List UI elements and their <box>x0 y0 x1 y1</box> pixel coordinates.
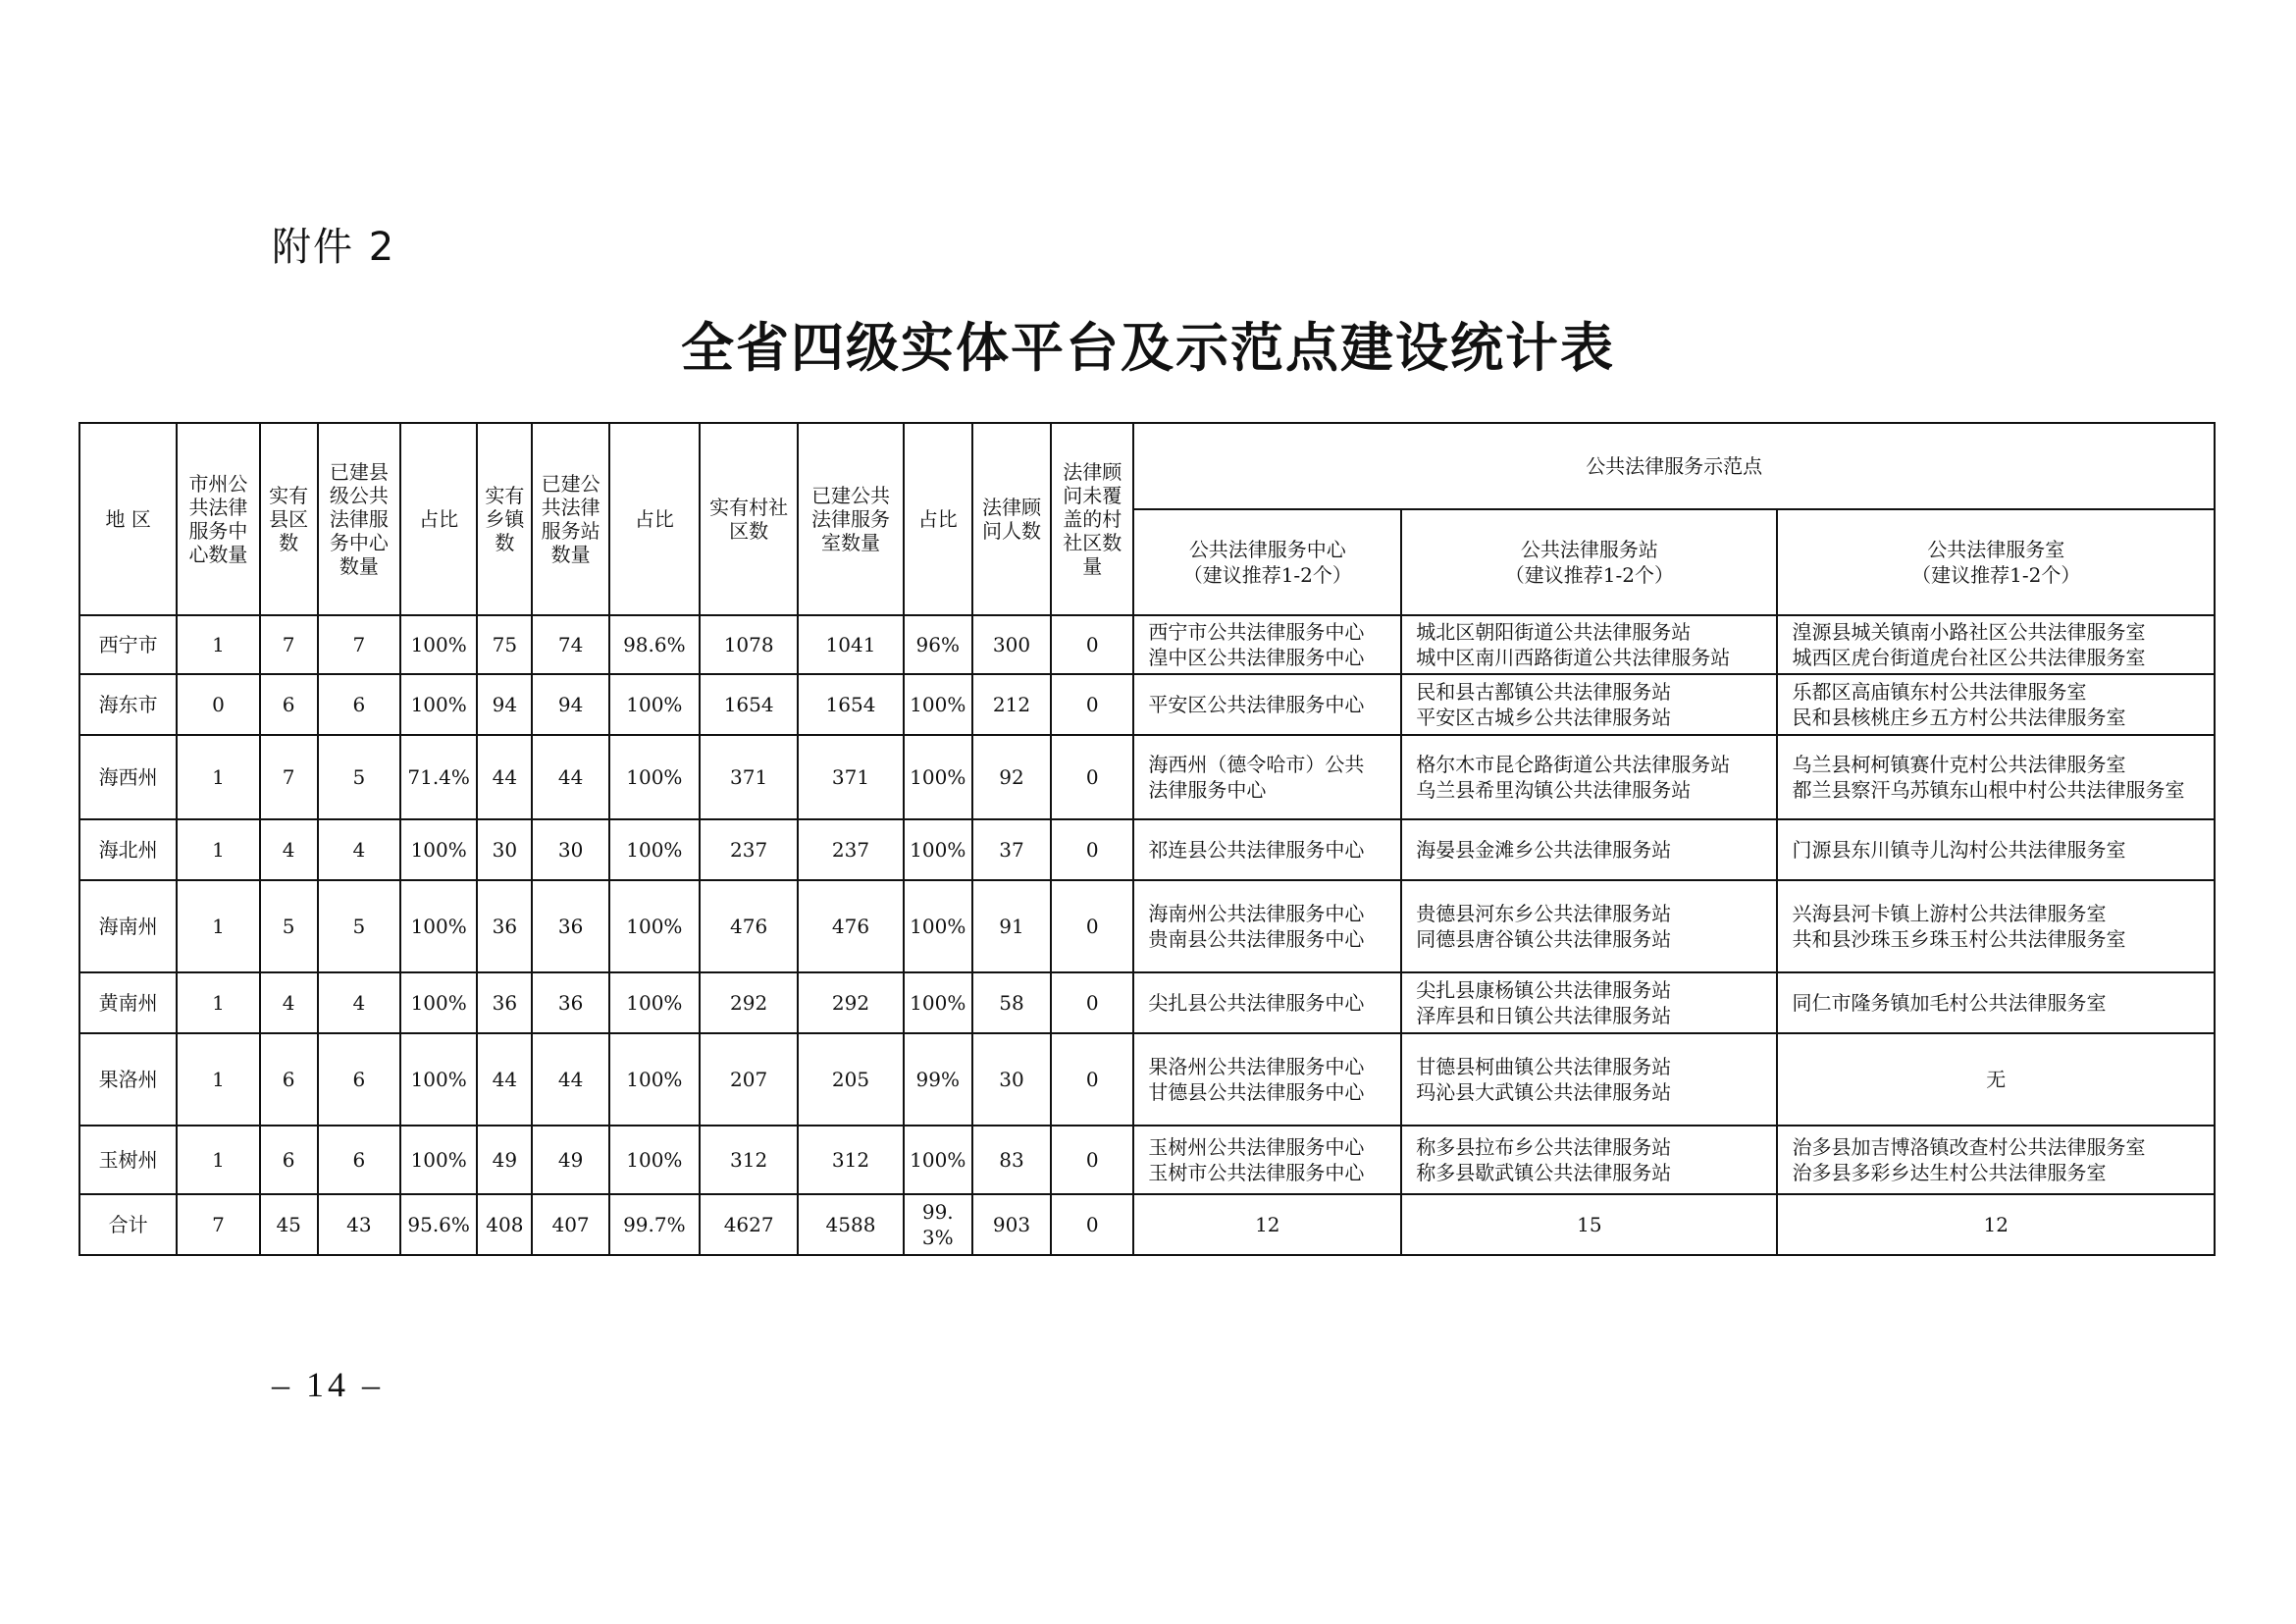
demo-site-name: 无 <box>1986 1068 2007 1091</box>
total-ratio-2-cell: 99.7% <box>609 1194 700 1255</box>
total-village-rooms-cell: 4588 <box>798 1194 903 1255</box>
advisers-cell: 30 <box>972 1033 1051 1126</box>
villages-cell: 1078 <box>700 615 798 674</box>
village-rooms-cell: 205 <box>798 1033 903 1126</box>
region-cell: 海西州 <box>79 735 177 819</box>
city-centers-cell: 1 <box>177 880 259 972</box>
ratio-1-cell: 100% <box>400 880 477 972</box>
demo-site-name: 治多县多彩乡达生村公共法律服务室 <box>1792 1161 2107 1184</box>
demo-site-name: 贵德县河东乡公共法律服务站 <box>1416 902 1672 925</box>
county-centers-cell: 6 <box>318 674 400 735</box>
city-centers-cell: 0 <box>177 674 259 735</box>
header-advisers: 法律顾问人数 <box>972 423 1051 615</box>
advisers-cell: 91 <box>972 880 1051 972</box>
table-row <box>79 972 2215 1033</box>
demo-site-name: 海南州公共法律服务中心 <box>1148 902 1365 925</box>
advisers-cell: 92 <box>972 735 1051 819</box>
villages-cell: 1654 <box>700 674 798 735</box>
header-ratio-3: 占比 <box>904 423 972 615</box>
counties-cell: 6 <box>260 1033 318 1126</box>
uncovered-cell: 0 <box>1051 880 1133 972</box>
header-demo-station <box>1401 509 1777 615</box>
demo-site-name: 尖扎县公共法律服务中心 <box>1148 991 1365 1015</box>
towns-cell: 75 <box>477 615 532 674</box>
counties-cell: 7 <box>260 615 318 674</box>
total-ratio-3-cell: 99.3% <box>904 1194 972 1255</box>
total-villages-cell: 4627 <box>700 1194 798 1255</box>
county-centers-cell: 6 <box>318 1126 400 1194</box>
advisers-cell: 212 <box>972 674 1051 735</box>
demo-site-name: 城北区朝阳街道公共法律服务站 <box>1416 620 1692 644</box>
demo-center-cell <box>1133 972 1401 1033</box>
demo-room-cell <box>1777 1033 2215 1126</box>
demo-site-name: 祁连县公共法律服务中心 <box>1148 838 1365 862</box>
advisers-cell: 58 <box>972 972 1051 1033</box>
ratio-2-cell: 100% <box>609 972 700 1033</box>
demo-room-cell <box>1777 972 2215 1033</box>
demo-site-name: 城中区南川西路街道公共法律服务站 <box>1416 646 1731 669</box>
demo-site-name: 称多县拉布乡公共法律服务站 <box>1416 1135 1672 1159</box>
uncovered-cell: 0 <box>1051 615 1133 674</box>
uncovered-cell: 0 <box>1051 1126 1133 1194</box>
region-cell: 海东市 <box>79 674 177 735</box>
ratio-2-cell: 100% <box>609 674 700 735</box>
demo-site-name: 城西区虎台街道虎台社区公共法律服务室 <box>1792 646 2146 669</box>
demo-site-name: 湟源县城关镇南小路社区公共法律服务室 <box>1792 620 2146 644</box>
header-towns: 实有乡镇数 <box>477 423 532 615</box>
county-centers-cell: 7 <box>318 615 400 674</box>
village-rooms-cell: 1654 <box>798 674 903 735</box>
header-villages: 实有村社区数 <box>700 423 798 615</box>
city-centers-cell: 1 <box>177 972 259 1033</box>
demo-station-cell <box>1401 1126 1777 1194</box>
header-town-stations: 已建公共法律服务站数量 <box>532 423 608 615</box>
demo-center-cell <box>1133 880 1401 972</box>
town-stations-cell: 44 <box>532 1033 608 1126</box>
ratio-3-cell: 100% <box>904 674 972 735</box>
demo-site-name: 平安区公共法律服务中心 <box>1148 693 1365 716</box>
demo-station-cell <box>1401 972 1777 1033</box>
demo-site-name: 甘德县柯曲镇公共法律服务站 <box>1416 1055 1672 1078</box>
header-demo-center <box>1133 509 1401 615</box>
demo-site-name: 同德县唐谷镇公共法律服务站 <box>1416 927 1672 951</box>
uncovered-cell: 0 <box>1051 972 1133 1033</box>
villages-cell: 371 <box>700 735 798 819</box>
uncovered-cell: 0 <box>1051 674 1133 735</box>
towns-cell: 94 <box>477 674 532 735</box>
demo-site-name: 玛沁县大武镇公共法律服务站 <box>1416 1080 1672 1104</box>
town-stations-cell: 36 <box>532 880 608 972</box>
ratio-3-cell: 100% <box>904 1126 972 1194</box>
ratio-1-cell: 100% <box>400 972 477 1033</box>
header-ratio-2: 占比 <box>609 423 700 615</box>
towns-cell: 49 <box>477 1126 532 1194</box>
towns-cell: 36 <box>477 972 532 1033</box>
header-demo-room-note: （建议推荐1-2个） <box>1911 563 2081 587</box>
county-centers-cell: 4 <box>318 972 400 1033</box>
ratio-3-cell: 100% <box>904 819 972 880</box>
demo-station-cell <box>1401 880 1777 972</box>
total-county-centers-cell: 43 <box>318 1194 400 1255</box>
region-cell: 黄南州 <box>79 972 177 1033</box>
table-row <box>79 880 2215 972</box>
region-cell: 西宁市 <box>79 615 177 674</box>
region-cell: 玉树州 <box>79 1126 177 1194</box>
towns-cell: 36 <box>477 880 532 972</box>
demo-room-cell <box>1777 1126 2215 1194</box>
county-centers-cell: 5 <box>318 880 400 972</box>
demo-site-name: 甘德县公共法律服务中心 <box>1148 1080 1365 1104</box>
demo-site-name: 同仁市隆务镇加毛村公共法律服务室 <box>1792 991 2107 1015</box>
demo-room-cell <box>1777 819 2215 880</box>
total-stations-cell: 15 <box>1401 1194 1777 1255</box>
demo-site-name: 玉树州公共法律服务中心 <box>1148 1135 1365 1159</box>
villages-cell: 292 <box>700 972 798 1033</box>
page-title: 全省四级实体平台及示范点建设统计表 <box>681 316 1615 379</box>
demo-site-name: 兴海县河卡镇上游村公共法律服务室 <box>1792 902 2107 925</box>
ratio-1-cell: 100% <box>400 1033 477 1126</box>
total-city-centers-cell: 7 <box>177 1194 259 1255</box>
ratio-1-cell: 100% <box>400 819 477 880</box>
demo-site-name: 西宁市公共法律服务中心 <box>1148 620 1365 644</box>
demo-site-name: 格尔木市昆仑路街道公共法律服务站 <box>1416 753 1731 776</box>
village-rooms-cell: 237 <box>798 819 903 880</box>
demo-site-name: 海西州（德令哈市）公共 <box>1148 753 1365 776</box>
demo-site-name: 湟中区公共法律服务中心 <box>1148 646 1365 669</box>
demo-site-name: 乌兰县希里沟镇公共法律服务站 <box>1416 778 1692 802</box>
ratio-2-cell: 98.6% <box>609 615 700 674</box>
demo-station-cell <box>1401 674 1777 735</box>
demo-center-cell <box>1133 674 1401 735</box>
village-rooms-cell: 476 <box>798 880 903 972</box>
table-row <box>79 1033 2215 1126</box>
header-demo-station-label: 公共法律服务站 <box>1520 538 1658 561</box>
total-advisers-cell: 903 <box>972 1194 1051 1255</box>
header-region: 地 区 <box>79 423 177 615</box>
table-body <box>79 615 2215 1255</box>
demo-site-name: 乐都区高庙镇东村公共法律服务室 <box>1792 680 2087 704</box>
header-demo-group: 公共法律服务示范点 <box>1133 423 2215 509</box>
demo-site-name: 法律服务中心 <box>1148 778 1267 802</box>
town-stations-cell: 74 <box>532 615 608 674</box>
demo-site-name: 共和县沙珠玉乡珠玉村公共法律服务室 <box>1792 927 2126 951</box>
demo-site-name: 治多县加吉博洛镇改查村公共法律服务室 <box>1792 1135 2146 1159</box>
total-region-cell: 合计 <box>79 1194 177 1255</box>
statistics-table <box>78 422 2216 1256</box>
counties-cell: 6 <box>260 1126 318 1194</box>
demo-center-cell <box>1133 1033 1401 1126</box>
towns-cell: 30 <box>477 819 532 880</box>
town-stations-cell: 49 <box>532 1126 608 1194</box>
ratio-2-cell: 100% <box>609 819 700 880</box>
ratio-2-cell: 100% <box>609 1126 700 1194</box>
ratio-3-cell: 100% <box>904 735 972 819</box>
header-demo-center-label: 公共法律服务中心 <box>1188 538 1346 561</box>
demo-room-cell <box>1777 880 2215 972</box>
total-uncovered-cell: 0 <box>1051 1194 1133 1255</box>
uncovered-cell: 0 <box>1051 735 1133 819</box>
villages-cell: 312 <box>700 1126 798 1194</box>
demo-station-cell <box>1401 735 1777 819</box>
demo-station-cell <box>1401 819 1777 880</box>
total-ratio-1-cell: 95.6% <box>400 1194 477 1255</box>
demo-site-name: 民和县古鄯镇公共法律服务站 <box>1416 680 1672 704</box>
header-demo-center-note: （建议推荐1-2个） <box>1182 563 1352 587</box>
town-stations-cell: 94 <box>532 674 608 735</box>
table-row <box>79 735 2215 819</box>
demo-site-name: 平安区古城乡公共法律服务站 <box>1416 706 1672 729</box>
header-ratio-1: 占比 <box>400 423 477 615</box>
village-rooms-cell: 292 <box>798 972 903 1033</box>
attachment-label: 附件 2 <box>272 225 396 270</box>
uncovered-cell: 0 <box>1051 1033 1133 1126</box>
ratio-1-cell: 100% <box>400 1126 477 1194</box>
header-city-centers: 市州公共法律服务中心数量 <box>177 423 259 615</box>
demo-center-cell <box>1133 615 1401 674</box>
ratio-2-cell: 100% <box>609 735 700 819</box>
ratio-3-cell: 100% <box>904 972 972 1033</box>
towns-cell: 44 <box>477 1033 532 1126</box>
ratio-2-cell: 100% <box>609 1033 700 1126</box>
village-rooms-cell: 312 <box>798 1126 903 1194</box>
demo-site-name: 果洛州公共法律服务中心 <box>1148 1055 1365 1078</box>
city-centers-cell: 1 <box>177 615 259 674</box>
ratio-3-cell: 96% <box>904 615 972 674</box>
ratio-1-cell: 100% <box>400 615 477 674</box>
table-row <box>79 1126 2215 1194</box>
table-row <box>79 674 2215 735</box>
ratio-1-cell: 71.4% <box>400 735 477 819</box>
county-centers-cell: 5 <box>318 735 400 819</box>
counties-cell: 7 <box>260 735 318 819</box>
demo-station-cell <box>1401 615 1777 674</box>
advisers-cell: 83 <box>972 1126 1051 1194</box>
advisers-cell: 300 <box>972 615 1051 674</box>
total-town-stations-cell: 407 <box>532 1194 608 1255</box>
header-county-centers: 已建县级公共法律服务中心数量 <box>318 423 400 615</box>
city-centers-cell: 1 <box>177 819 259 880</box>
counties-cell: 6 <box>260 674 318 735</box>
total-counties-cell: 45 <box>260 1194 318 1255</box>
demo-site-name: 泽库县和日镇公共法律服务站 <box>1416 1004 1672 1027</box>
demo-site-name: 尖扎县康杨镇公共法律服务站 <box>1416 978 1672 1002</box>
demo-room-cell <box>1777 674 2215 735</box>
towns-cell: 44 <box>477 735 532 819</box>
header-demo-station-note: （建议推荐1-2个） <box>1504 563 1674 587</box>
ratio-1-cell: 100% <box>400 674 477 735</box>
table-row <box>79 819 2215 880</box>
town-stations-cell: 36 <box>532 972 608 1033</box>
demo-site-name: 门源县东川镇寺儿沟村公共法律服务室 <box>1792 838 2126 862</box>
total-row <box>79 1194 2215 1255</box>
counties-cell: 5 <box>260 880 318 972</box>
village-rooms-cell: 371 <box>798 735 903 819</box>
town-stations-cell: 30 <box>532 819 608 880</box>
region-cell: 海北州 <box>79 819 177 880</box>
header-uncovered: 法律顾问未覆盖的村社区数量 <box>1051 423 1133 615</box>
total-centers-cell: 12 <box>1133 1194 1401 1255</box>
ratio-3-cell: 99% <box>904 1033 972 1126</box>
uncovered-cell: 0 <box>1051 819 1133 880</box>
counties-cell: 4 <box>260 819 318 880</box>
demo-center-cell <box>1133 1126 1401 1194</box>
advisers-cell: 37 <box>972 819 1051 880</box>
region-cell: 果洛州 <box>79 1033 177 1126</box>
demo-site-name: 贵南县公共法律服务中心 <box>1148 927 1365 951</box>
demo-site-name: 都兰县察汗乌苏镇东山根中村公共法律服务室 <box>1792 778 2185 802</box>
demo-site-name: 乌兰县柯柯镇赛什克村公共法律服务室 <box>1792 753 2126 776</box>
town-stations-cell: 44 <box>532 735 608 819</box>
city-centers-cell: 1 <box>177 1126 259 1194</box>
demo-site-name: 民和县核桃庄乡五方村公共法律服务室 <box>1792 706 2126 729</box>
demo-site-name: 海晏县金滩乡公共法律服务站 <box>1416 838 1672 862</box>
ratio-2-cell: 100% <box>609 880 700 972</box>
county-centers-cell: 4 <box>318 819 400 880</box>
city-centers-cell: 1 <box>177 1033 259 1126</box>
village-rooms-cell: 1041 <box>798 615 903 674</box>
villages-cell: 207 <box>700 1033 798 1126</box>
header-village-rooms: 已建公共法律服务室数量 <box>798 423 903 615</box>
demo-site-name: 玉树市公共法律服务中心 <box>1148 1161 1365 1184</box>
total-rooms-cell: 12 <box>1777 1194 2215 1255</box>
header-counties: 实有县区数 <box>260 423 318 615</box>
demo-station-cell <box>1401 1033 1777 1126</box>
city-centers-cell: 1 <box>177 735 259 819</box>
table-row <box>79 615 2215 674</box>
demo-room-cell <box>1777 615 2215 674</box>
total-towns-cell: 408 <box>477 1194 532 1255</box>
header-demo-room-label: 公共法律服务室 <box>1927 538 2065 561</box>
county-centers-cell: 6 <box>318 1033 400 1126</box>
page-number: – 14 – <box>272 1365 384 1404</box>
demo-room-cell <box>1777 735 2215 819</box>
villages-cell: 237 <box>700 819 798 880</box>
villages-cell: 476 <box>700 880 798 972</box>
demo-center-cell <box>1133 819 1401 880</box>
counties-cell: 4 <box>260 972 318 1033</box>
region-cell: 海南州 <box>79 880 177 972</box>
demo-center-cell <box>1133 735 1401 819</box>
header-demo-room <box>1777 509 2215 615</box>
demo-site-name: 称多县歇武镇公共法律服务站 <box>1416 1161 1672 1184</box>
ratio-3-cell: 100% <box>904 880 972 972</box>
